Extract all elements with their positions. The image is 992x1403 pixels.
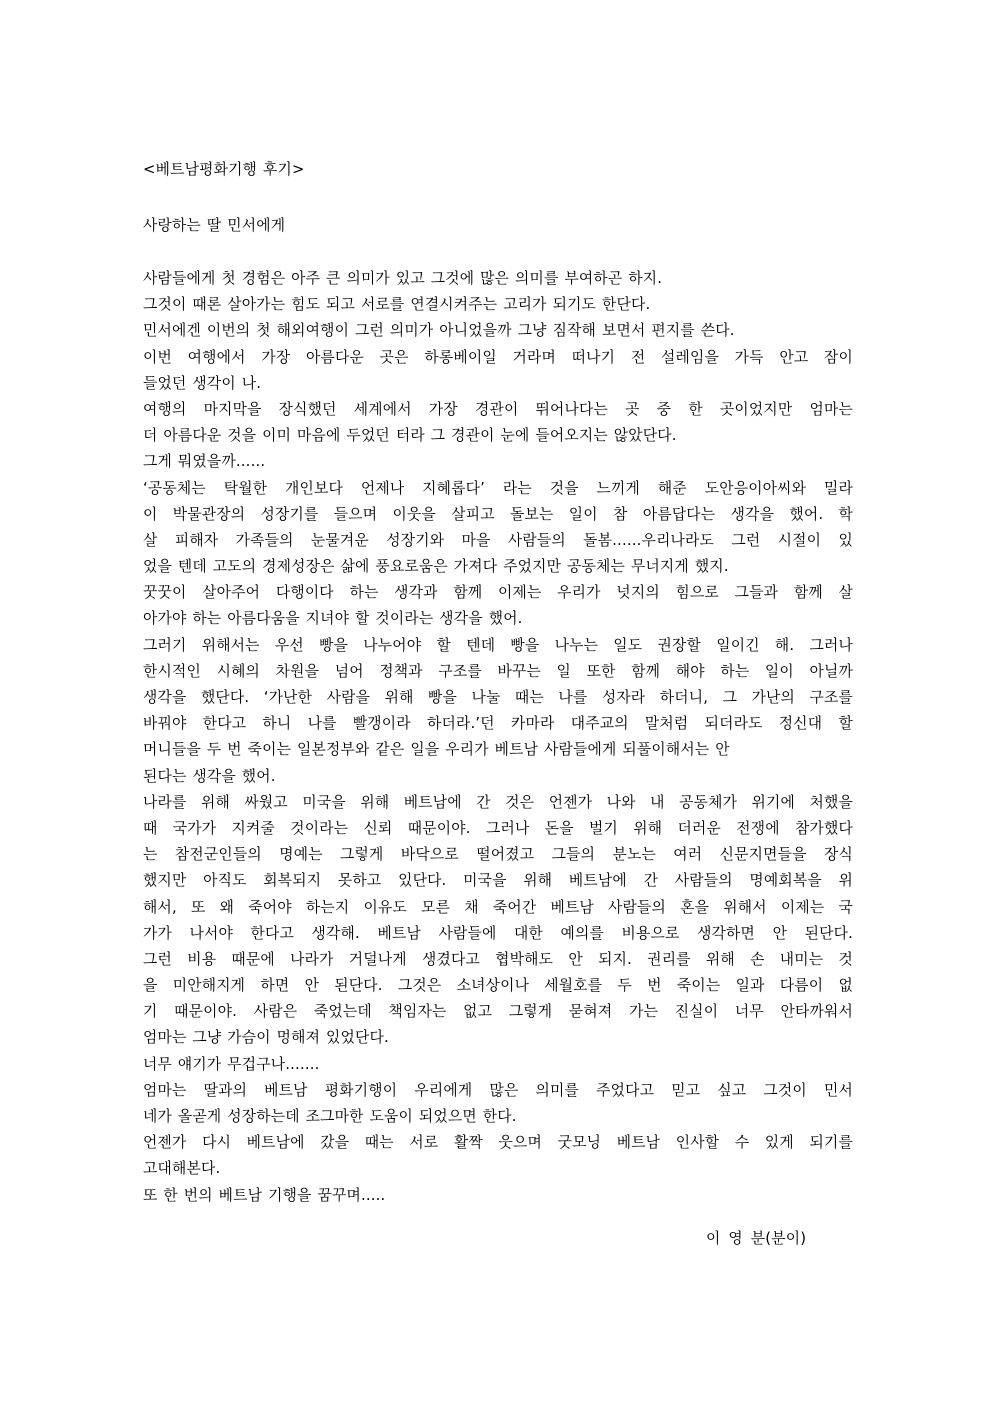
body-line: 했지만 아직도 회복되지 못하고 있단다. 미국을 위해 베트남에 간 사람들의 명예회복을 위	[143, 872, 853, 890]
body-line: 나라를 위해 싸웠고 미국을 위해 베트남에 간 것은 언젠가 나와 내 공동체가 위기에 처했을	[143, 793, 853, 811]
body-line: 때 국가가 지켜줄 것이라는 신뢰 때문이야. 그러나 돈을 벌기 위해 더러운 전쟁에 참가했다	[143, 819, 853, 837]
body-line: 가가 나서야 한다고 생각해. 베트남 사람들에 대한 예의를 비용으로 생각하면 안 된단다.	[143, 924, 853, 942]
body-line: 엄마는 딸과의 베트남 평화기행이 우리에게 많은 의미를 주었다고 믿고 싶고 그것이 민서	[143, 1081, 853, 1099]
body-line: 기 때문이야. 사람은 죽었는데 책임자는 없고 그렇게 묻혀져 가는 진실이 너무 안타까워서	[143, 1003, 853, 1021]
body-line: 을 미안해지게 하면 안 된단다. 그것은 소녀상이나 세월호를 두 번 죽이는 일과 다름이 없	[143, 977, 853, 995]
document-title: <베트남평화기행 후기>	[143, 161, 305, 178]
body-line: 더 아름다운 것을 이미 마음에 두었던 터라 그 경관이 눈에 들어오지는 않았단다.	[143, 427, 677, 445]
letter-signature: 이 영 분(분이)	[706, 1230, 807, 1247]
body-line: 사람들에게 첫 경험은 아주 큰 의미가 있고 그것에 많은 의미를 부여하곤 하지.	[143, 270, 663, 287]
body-line: 살 피해자 가족들의 눈물겨운 성장기와 마을 사람들의 돌봄......우리나라도 그런 시절이 있	[143, 531, 853, 549]
body-line: 네가 올곧게 성장하는데 조그마한 도움이 되었으면 한다.	[143, 1108, 517, 1125]
body-line: 이 박물관장의 성장기를 들으며 이웃을 살피고 돌보는 일이 참 아름답다는 생각을 했어. 학	[143, 505, 853, 523]
body-line: 꿋꿋이 살아주어 다행이다 하는 생각과 함께 이제는 우리가 넛지의 힘으로 그들과 함께 살	[143, 584, 853, 602]
body-line: 여행의 마지막을 장식했던 세계에서 가장 경관이 뛰어나다는 곳 중 한 곳이었지만 엄마는	[143, 400, 853, 418]
body-line: 그런 비용 때문에 나라가 거덜나게 생겼다고 협박해도 안 되지. 권리를 위해 손 내미는 것	[143, 950, 853, 968]
body-line: 고대해본다.	[143, 1160, 221, 1178]
body-line: 었을 텐데 고도의 경제성장은 삶에 풍요로움은 가져다 주었지만 공동체는 무너지게 했지.	[143, 558, 729, 576]
body-line: 머니들을 두 번 죽이는 일본정부와 같은 일을 우리가 베트남 사람들에게 되풀이해서는 안	[143, 741, 730, 759]
body-line: 는 참전군인들의 명예는 그렇게 바닥으로 떨어졌고 그들의 분노는 여러 신문지면들을 장식	[143, 846, 853, 864]
body-line: 된다는 생각을 했어.	[143, 767, 276, 785]
body-line: 아가야 하는 아름다움을 지녀야 할 것이라는 생각을 했어.	[143, 610, 523, 628]
body-line: 언젠가 다시 베트남에 갔을 때는 서로 활짝 웃으며 굿모닝 베트남 인사할 수 있게 되기를	[143, 1134, 853, 1152]
body-line: ‘공동체는 탁월한 개인보다 언제나 지혜롭다’ 라는 것을 느끼게 해준 도안응이아씨와 밀라	[143, 479, 853, 497]
body-line: 들었던 생각이 나.	[143, 374, 262, 392]
body-line: 민서에겐 이번의 첫 해외여행이 그런 의미가 아니었을까 그냥 짐작해 보면서 편지를 쓴다.	[143, 322, 735, 340]
body-line: 그것이 때론 살아가는 힘도 되고 서로를 연결시켜주는 고리가 되기도 한단다.	[143, 296, 651, 314]
body-line: 한시적인 시혜의 차원을 넘어 정책과 구조를 바꾸는 일 또한 함께 해야 하는 일이 아닐까	[143, 662, 853, 680]
body-line: 엄마는 그냥 가슴이 멍해져 있었단다.	[143, 1029, 389, 1047]
body-line: 해서, 또 왜 죽어야 하는지 이유도 모른 채 죽어간 베트남 사람들의 혼을 위해서 이제는 국	[143, 898, 853, 916]
body-line: 바꿔야 한다고 하니 나를 빨갱이라 하더라.’던 카마라 대주교의 말처럼 되더라도 정신대 할	[143, 715, 853, 733]
body-line: 또 한 번의 베트남 기행을 꿈꾸며.....	[143, 1186, 386, 1204]
body-line: 너무 얘기가 무겁구나.......	[143, 1055, 320, 1073]
letter-body	[143, 266, 853, 1209]
body-line: 생각을 했단다. ‘가난한 사람을 위해 빵을 나눌 때는 나를 성자라 하더니, 그 가난의 구조를	[143, 689, 853, 706]
body-line: 그러기 위해서는 우선 빵을 나누어야 할 텐데 빵을 나누는 일도 권장할 일이긴 해. 그러나	[143, 636, 853, 654]
body-line: 이번 여행에서 가장 아름다운 곳은 하롱베이일 거라며 떠나기 전 설레임을 가득 안고 잠이	[143, 348, 853, 366]
letter-salutation: 사랑하는 딸 민서에게	[143, 217, 286, 234]
body-line: 그게 뭐였을까......	[143, 453, 266, 471]
